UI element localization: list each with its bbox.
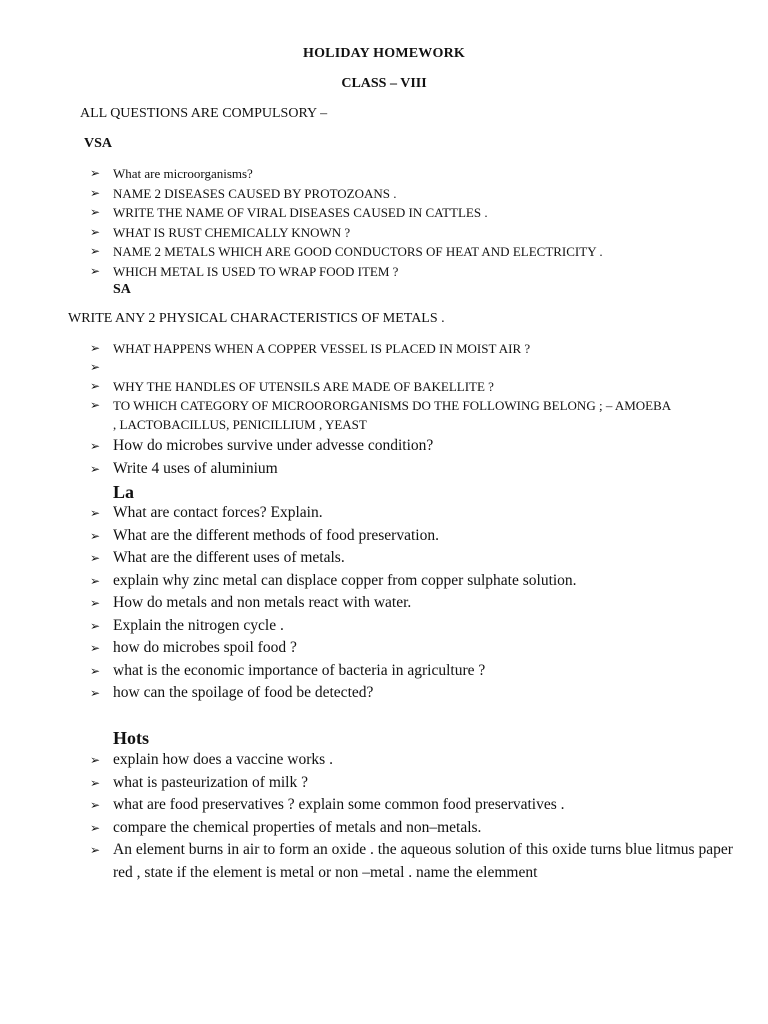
question-text: WRITE THE NAME OF VIRAL DISEASES CAUSED IN CATTLES . <box>113 205 488 220</box>
list-item <box>90 525 740 548</box>
list-item <box>90 592 740 615</box>
list-item <box>90 660 740 683</box>
sa-question-list <box>90 339 740 434</box>
question-text: What are microorganisms? <box>113 166 253 181</box>
list-item <box>90 339 740 358</box>
question-text: How do microbes survive under advesse condition? <box>113 437 434 454</box>
arrow-bullet-icon: ➢ <box>90 798 101 812</box>
question-text: What are the different uses of metals. <box>113 549 345 566</box>
list-item <box>90 203 740 223</box>
list-item <box>90 817 740 840</box>
list-item <box>90 164 740 184</box>
list-item <box>90 377 740 396</box>
question-text: NAME 2 DISEASES CAUSED BY PROTOZOANS . <box>113 185 397 201</box>
arrow-bullet-icon: ➢ <box>90 398 101 412</box>
question-text: WHAT HAPPENS WHEN A COPPER VESSEL IS PLACED IN MOIST AIR ? <box>113 341 531 356</box>
arrow-bullet-icon: ➢ <box>90 439 101 453</box>
question-text: What are contact forces? Explain. <box>113 504 323 521</box>
question-text: explain why zinc metal can displace copper from copper sulphate solution. <box>113 571 577 589</box>
la-question-list <box>90 502 740 705</box>
arrow-bullet-icon: ➢ <box>90 820 101 835</box>
list-item <box>90 682 740 705</box>
question-text: what is the economic importance of bacteria in agriculture ? <box>113 661 486 679</box>
list-item <box>90 396 673 434</box>
question-text: WHY THE HANDLES OF UTENSILS ARE MADE OF BAKELLITE ? <box>113 379 494 394</box>
arrow-bullet-icon: ➢ <box>90 166 101 180</box>
list-item <box>90 458 740 481</box>
question-text: what are food preservatives ? explain some common food preservatives . <box>113 796 565 813</box>
arrow-bullet-icon: ➢ <box>90 573 101 588</box>
question-text: WHICH METAL IS USED TO WRAP FOOD ITEM ? <box>113 263 399 279</box>
list-item <box>90 262 740 282</box>
question-text: An element burns in air to form an oxide . the aqueous solution of this oxide turns blue litmus paper red , state if the element is metal or non –metal . name the elemment <box>113 841 733 881</box>
list-item <box>90 749 740 772</box>
list-item <box>90 570 740 593</box>
list-item <box>90 184 740 204</box>
list-item <box>90 242 740 262</box>
section-heading-la: La <box>113 482 135 502</box>
hots-question-list <box>90 749 740 884</box>
arrow-bullet-icon: ➢ <box>90 528 101 543</box>
section-heading-sa: SA <box>113 282 131 297</box>
question-text: Write 4 uses of aluminium <box>113 459 278 477</box>
sa-statement: WRITE ANY 2 PHYSICAL CHARACTERISTICS OF METALS . <box>68 311 445 326</box>
page-title: HOLIDAY HOMEWORK <box>302 46 465 61</box>
question-text: What are the different methods of food preservation. <box>113 526 439 544</box>
arrow-bullet-icon: ➢ <box>90 224 101 239</box>
list-item <box>90 547 740 570</box>
instruction-text: ALL QUESTIONS ARE COMPULSORY – <box>80 106 328 121</box>
arrow-bullet-icon: ➢ <box>90 461 101 476</box>
arrow-bullet-icon: ➢ <box>90 753 101 767</box>
arrow-bullet-icon: ➢ <box>90 263 101 278</box>
arrow-bullet-icon: ➢ <box>90 596 101 610</box>
arrow-bullet-icon: ➢ <box>90 244 101 258</box>
arrow-bullet-icon: ➢ <box>90 618 101 633</box>
arrow-bullet-icon: ➢ <box>90 775 101 790</box>
arrow-bullet-icon: ➢ <box>90 686 101 700</box>
list-item <box>90 772 740 795</box>
question-text: NAME 2 METALS WHICH ARE GOOD CONDUCTORS OF HEAT AND ELECTRICITY . <box>113 244 603 259</box>
list-item <box>90 637 740 660</box>
arrow-bullet-icon: ➢ <box>90 506 101 520</box>
question-text: How do metals and non metals react with water. <box>113 594 412 611</box>
list-item <box>90 223 740 243</box>
list-item <box>90 839 753 884</box>
question-text: how do microbes spoil food ? <box>113 639 297 656</box>
question-text: WHAT IS RUST CHEMICALLY KNOWN ? <box>113 224 351 240</box>
question-text: compare the chemical properties of metals and non–metals. <box>113 818 482 836</box>
arrow-bullet-icon: ➢ <box>90 379 101 393</box>
arrow-bullet-icon: ➢ <box>90 641 101 655</box>
list-item <box>90 358 740 377</box>
arrow-bullet-icon: ➢ <box>90 341 101 355</box>
list-item <box>90 615 740 638</box>
question-text: what is pasteurization of milk ? <box>113 773 308 791</box>
list-item <box>90 502 740 525</box>
arrow-bullet-icon: ➢ <box>90 843 101 857</box>
question-text: explain how does a vaccine works . <box>113 751 333 768</box>
arrow-bullet-icon: ➢ <box>90 205 101 219</box>
arrow-bullet-icon: ➢ <box>90 185 101 200</box>
sa-question-list-large <box>90 435 740 480</box>
question-text: TO WHICH CATEGORY OF MICROORORGANISMS DO THE FOLLOWING BELONG ; – AMOEBA , LACTOBACILLUS, PENICILLIUM , YEAST <box>113 398 671 432</box>
section-heading-vsa: VSA <box>84 136 113 151</box>
question-text: how can the spoilage of food be detected? <box>113 684 374 701</box>
list-item <box>90 435 740 458</box>
question-text: Explain the nitrogen cycle . <box>113 616 284 634</box>
vsa-question-list <box>90 164 740 281</box>
arrow-bullet-icon: ➢ <box>90 360 101 374</box>
arrow-bullet-icon: ➢ <box>90 663 101 678</box>
class-label: CLASS – VIII <box>341 76 427 91</box>
section-heading-hots: Hots <box>113 728 149 748</box>
list-item <box>90 794 740 817</box>
arrow-bullet-icon: ➢ <box>90 551 101 565</box>
